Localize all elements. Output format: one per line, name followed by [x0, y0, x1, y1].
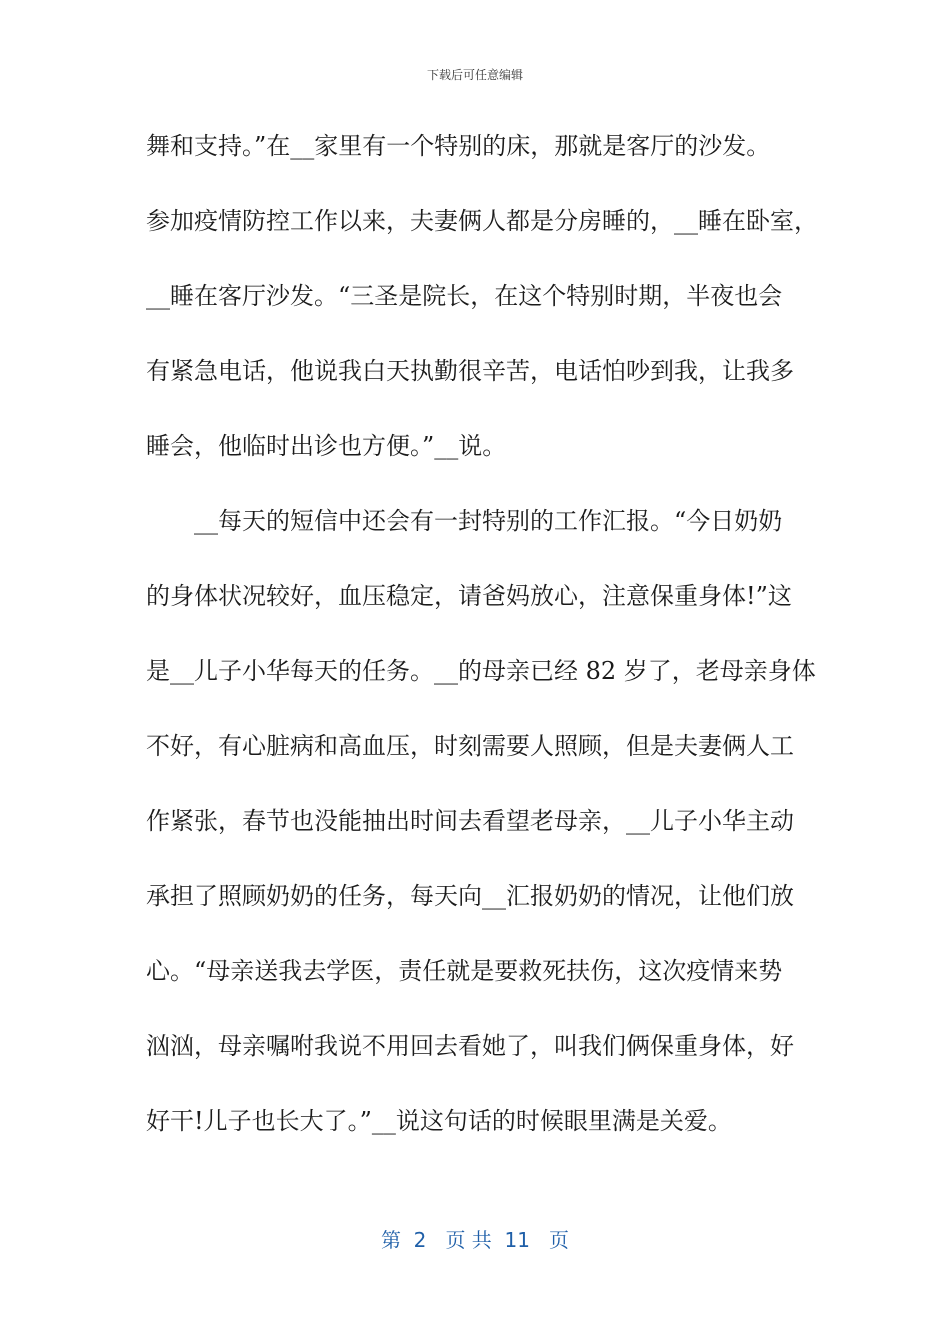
document-body — [146, 121, 818, 1171]
text-line: 好干!儿子也长大了。”__说这句话的时候眼里满是关爱。 — [146, 1107, 732, 1135]
text-line: 汹汹，母亲嘱咐我说不用回去看她了，叫我们俩保重身体，好 — [146, 1032, 794, 1060]
text-line: 睡会，他临时出诊也方便。”__说。 — [146, 432, 507, 460]
text-line: 有紧急电话，他说我白天执勤很辛苦，电话怕吵到我，让我多 — [146, 357, 794, 385]
text-line: 参加疫情防控工作以来，夫妻俩人都是分房睡的，__睡在卧室， — [146, 207, 818, 235]
text-line: 作紧张，春节也没能抽出时间去看望老母亲，__儿子小华主动 — [146, 807, 794, 835]
text-line: 的身体状况较好，血压稳定，请爸妈放心，注意保重身体!”这 — [146, 582, 792, 610]
text-line: 舞和支持。”在__家里有一个特别的床，那就是客厅的沙发。 — [146, 132, 771, 160]
text-line: 是__儿子小华每天的任务。__的母亲已经 82 岁了，老母亲身体 — [146, 657, 816, 685]
text-line: 承担了照顾奶奶的任务，每天向__汇报奶奶的情况，让他们放 — [146, 882, 794, 910]
text-line: 心。“母亲送我去学医，责任就是要救死扶伤，这次疫情来势 — [146, 957, 783, 985]
paragraph-start-line: __每天的短信中还会有一封特别的工作汇报。“今日奶奶 — [194, 507, 783, 535]
text-line: __睡在客厅沙发。“三圣是院长，在这个特别时期，半夜也会 — [146, 282, 783, 310]
text-line: 不好，有心脏病和高血压，时刻需要人照顾，但是夫妻俩人工 — [146, 732, 794, 760]
header-note: 下载后可任意编辑 — [426, 68, 523, 82]
page-number-footer: 第 2 页 共 11 页 — [380, 1228, 570, 1252]
